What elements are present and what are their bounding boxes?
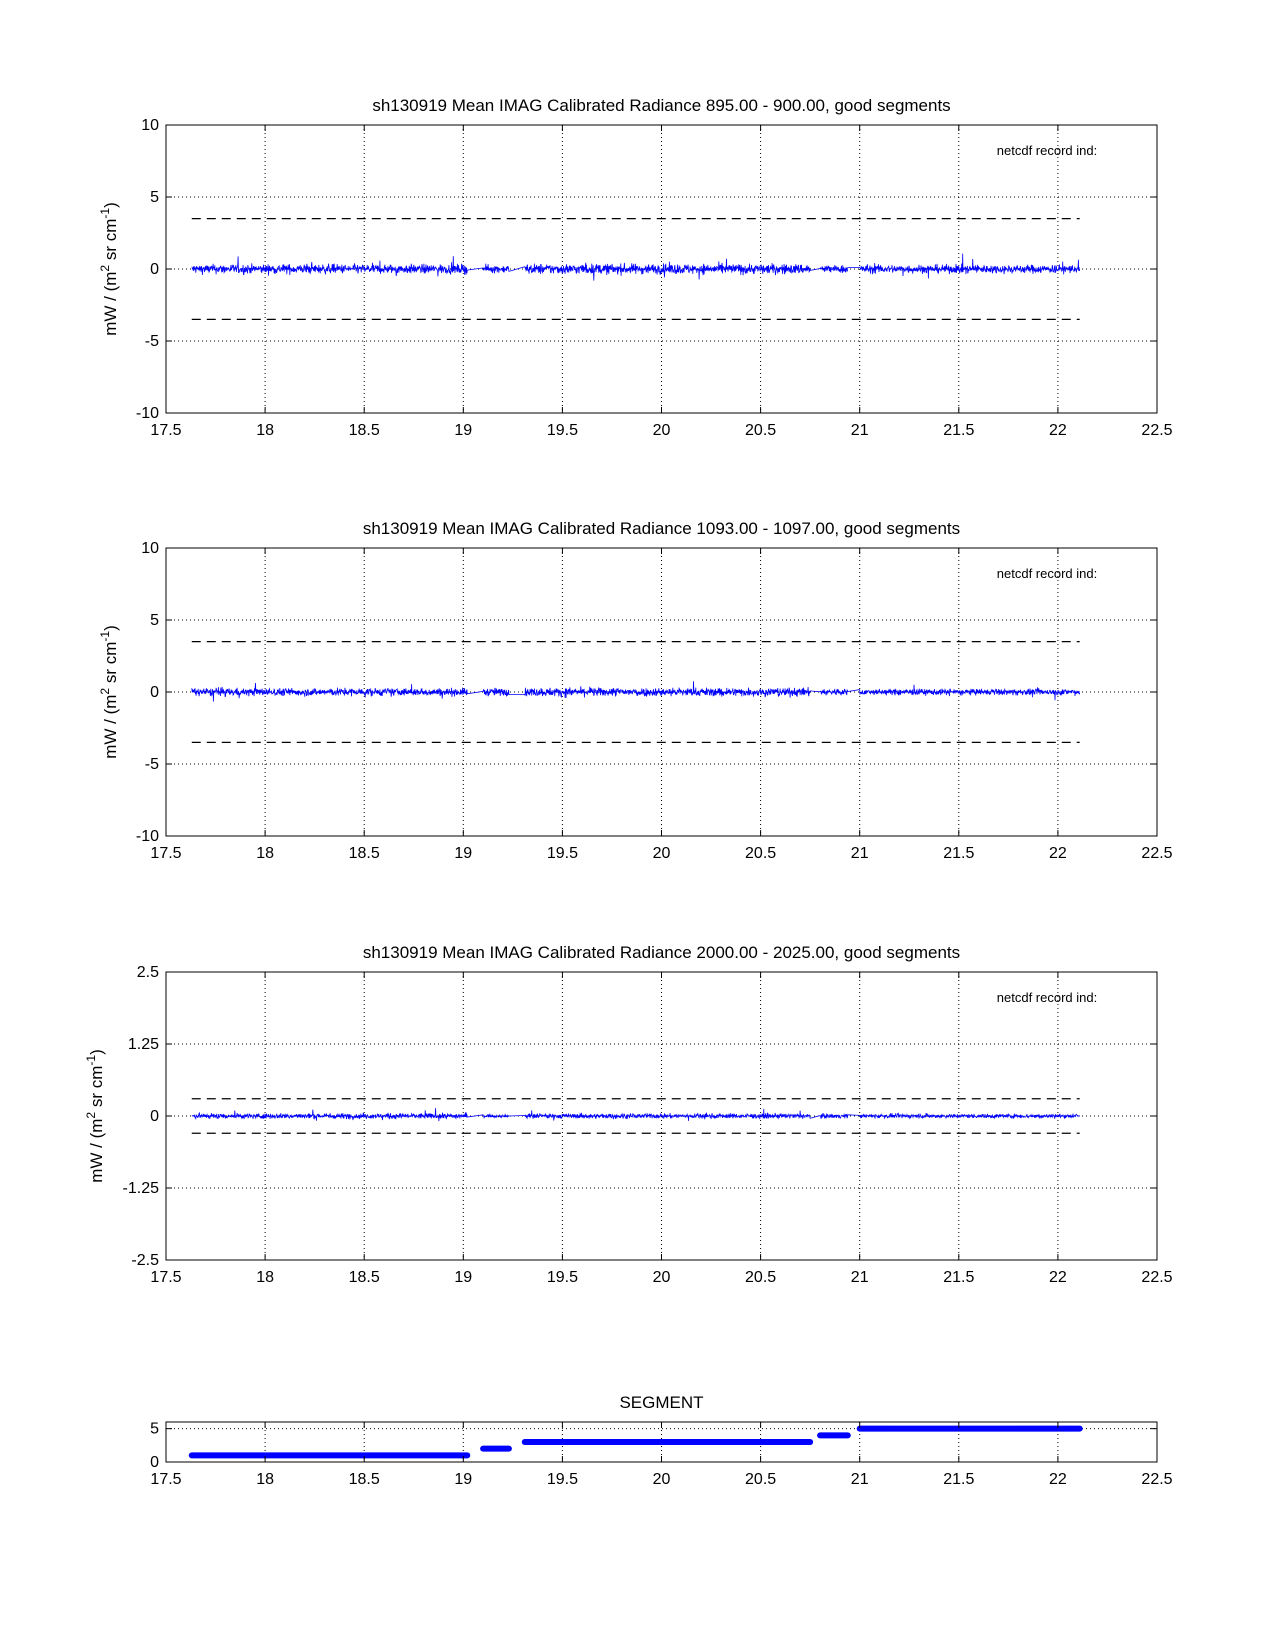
x-tick-label: 22 [1049,1269,1067,1286]
x-tick-label: 19.5 [546,1269,578,1286]
x-tick-label: 19 [454,845,473,862]
y-axis-label-part: 2 [98,264,112,272]
x-tick-label: 17.5 [150,1269,182,1286]
radiance-trace [192,681,1080,701]
x-tick-label: 18.5 [348,1471,380,1488]
y-tick-label: -2.5 [131,1252,159,1269]
x-tick-label: 20 [652,1269,671,1286]
x-tick-label: 17.5 [150,422,182,439]
x-tick-label: 18.5 [348,845,380,862]
radiance-trace [192,254,1080,281]
x-tick-label: 20.5 [745,1269,777,1286]
x-tick-label: 19.5 [546,1471,578,1488]
annotation-text: netcdf record ind: [996,143,1098,158]
y-axis-label-part: -1 [98,630,112,642]
x-tick-label: 22 [1049,1471,1067,1488]
x-tick-label: 22 [1049,845,1067,862]
x-tick-label: 22 [1049,422,1067,439]
chart-panel-1 [98,96,1173,439]
chart-title: sh130919 Mean IMAG Calibrated Radiance 895.00 - 900.00, good segments [372,96,951,115]
x-tick-label: 20.5 [745,1471,777,1488]
x-tick-label: 19.5 [546,845,578,862]
y-tick-label: 1.25 [127,1036,159,1053]
x-tick-label: 22.5 [1141,422,1173,439]
y-axis-label-part: sr cm [87,1065,106,1112]
x-tick-label: 19 [454,422,473,439]
y-axis-label-part: -1 [98,207,112,219]
x-tick-label: 18 [256,845,274,862]
x-tick-label: 18.5 [348,422,380,439]
x-tick-label: 21 [850,1269,869,1286]
chart-title: SEGMENT [619,1393,704,1412]
x-tick-label: 20 [652,845,671,862]
y-axis-label-part: ) [101,202,120,208]
y-tick-label: 5 [150,189,159,206]
y-axis-label-part: sr cm [101,218,120,265]
y-tick-label: -5 [144,756,159,773]
x-tick-label: 21.5 [943,1269,975,1286]
y-tick-label: 10 [141,117,159,134]
chart-panel-3 [84,943,1173,1286]
x-tick-label: 18 [256,1471,274,1488]
x-tick-label: 22.5 [1141,1269,1173,1286]
y-tick-label: 5 [150,612,159,629]
x-tick-label: 21 [850,1471,869,1488]
x-tick-label: 20 [652,422,671,439]
x-tick-label: 20 [652,1471,671,1488]
x-tick-label: 21.5 [943,1471,975,1488]
y-tick-label: 0 [150,1454,159,1471]
y-tick-label: 2.5 [136,964,159,981]
x-tick-label: 19 [454,1269,473,1286]
y-tick-label: 0 [150,1108,159,1125]
y-tick-label: -10 [135,828,159,845]
y-axis-label-part: 2 [98,687,112,695]
y-axis-label [84,1049,106,1183]
x-tick-label: 17.5 [150,845,182,862]
y-axis-label [98,625,120,759]
x-tick-label: 20.5 [745,845,777,862]
x-tick-label: 19.5 [546,422,578,439]
x-tick-label: 22.5 [1141,1471,1173,1488]
x-tick-label: 21.5 [943,845,975,862]
y-tick-label: -1.25 [122,1180,159,1197]
chart-panels [84,96,1173,1488]
y-axis-label [98,202,120,336]
radiance-trace [192,1108,1080,1121]
x-tick-label: 19 [454,1471,473,1488]
y-axis-label-part: sr cm [101,641,120,688]
chart-title: sh130919 Mean IMAG Calibrated Radiance 2000.00 - 2025.00, good segments [362,943,961,962]
x-tick-label: 18.5 [348,1269,380,1286]
x-tick-label: 20.5 [745,422,777,439]
y-axis-label-part: mW / (m [101,694,120,759]
annotation-text: netcdf record ind: [996,990,1098,1005]
y-tick-label: -10 [135,405,159,422]
chart-title: sh130919 Mean IMAG Calibrated Radiance 1093.00 - 1097.00, good segments [362,519,961,538]
y-tick-label: 10 [141,540,159,557]
chart-panel-4 [150,1393,1173,1488]
y-axis-label-part: mW / (m [101,271,120,336]
y-axis-label-part: mW / (m [87,1118,106,1183]
x-tick-label: 17.5 [150,1471,182,1488]
y-tick-label: 0 [150,684,159,701]
chart-panel-2 [98,519,1173,862]
y-axis-label-part: ) [87,1049,106,1055]
x-tick-label: 21 [850,845,869,862]
y-axis-label-part: 2 [84,1111,98,1119]
x-tick-label: 18 [256,1269,274,1286]
x-tick-label: 18 [256,422,274,439]
y-axis-label-part: ) [101,625,120,631]
y-tick-label: -5 [144,333,159,350]
x-tick-label: 21.5 [943,422,975,439]
x-tick-label: 22.5 [1141,845,1173,862]
x-tick-label: 21 [850,422,869,439]
y-axis-label-part: -1 [84,1054,98,1066]
y-tick-label: 5 [150,1420,159,1438]
annotation-text: netcdf record ind: [996,566,1098,581]
y-tick-label: 0 [150,261,159,278]
